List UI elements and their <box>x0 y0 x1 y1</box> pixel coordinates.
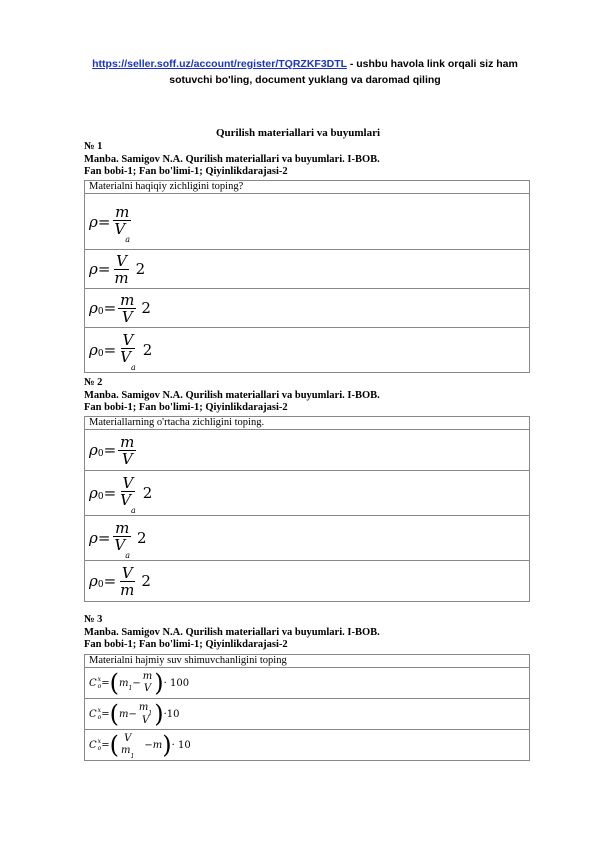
question-number: № 2 <box>84 377 103 388</box>
question-source: Manba. Samigov N.A. Qurilish materiallari va buyumlari. I-BOB. <box>84 389 380 401</box>
answer-option[interactable]: ρ 0 = $\frac{V}{m}$ 2 <box>85 561 530 602</box>
banner-text: - ushbu havola link orqali siz ham sotuvchi bo'ling, document yuklang va daromad qiling <box>169 58 518 86</box>
question-meta: Fan bobi-1; Fan bo'limi-1; Qiyinlikdarajasi-2 <box>84 166 288 177</box>
promo-banner <box>70 56 540 88</box>
question-header <box>84 141 380 179</box>
question-header <box>84 614 380 652</box>
question-number: № 1 <box>84 141 103 152</box>
answer-option[interactable]: ρ = $\frac{m}{V_a}$ 2 <box>85 516 530 561</box>
answer-option[interactable]: C x o = ( m − $m_1$ V ) ·10 <box>85 699 530 730</box>
question-meta: Fan bobi-1; Fan bo'limi-1; Qiyinlikdarajasi-2 <box>84 639 288 650</box>
question-table <box>84 654 530 761</box>
answer-option[interactable]: ρ 0 = $\frac{m}{V}$ 2 <box>85 289 530 328</box>
answer-option[interactable]: ρ 0 = $\frac{m}{V}$ <box>85 430 530 471</box>
answer-option[interactable]: ρ = $\frac{V}{m}$ 2 <box>85 250 530 289</box>
answer-option[interactable]: ρ 0 = $\frac{V}{V_a}$ 2 <box>85 471 530 516</box>
answer-option[interactable]: C x o = ( V $m_1$ − m ) · 10 <box>85 730 530 761</box>
answer-option[interactable]: ρ = $\frac{m}{V_a}$ <box>85 194 530 250</box>
question-source: Manba. Samigov N.A. Qurilish materiallari va buyumlari. I-BOB. <box>84 153 380 165</box>
question-table <box>84 180 530 373</box>
answer-option[interactable]: C x o = ( m 1 − m V ) · 100 <box>85 668 530 699</box>
question-source: Manba. Samigov N.A. Qurilish materiallari va buyumlari. I-BOB. <box>84 626 380 638</box>
question-prompt: Materialni haqiqiy zichligini toping? <box>85 181 530 194</box>
question-number: № 3 <box>84 614 103 625</box>
answer-option[interactable]: ρ 0 = $\frac{V}{V_a}$ 2 <box>85 328 530 373</box>
question-prompt: Materialni hajmiy suv shimuvchanligini toping <box>85 655 530 668</box>
question-prompt: Materiallarning o'rtacha zichligini toping. <box>85 417 530 430</box>
register-link[interactable]: https://seller.soff.uz/account/register/TQRZKF3DTL <box>92 58 347 70</box>
question-table <box>84 416 530 602</box>
document-title: Qurilish materiallari va buyumlari <box>215 127 381 139</box>
question-meta: Fan bobi-1; Fan bo'limi-1; Qiyinlikdarajasi-2 <box>84 402 288 413</box>
question-header <box>84 377 380 415</box>
